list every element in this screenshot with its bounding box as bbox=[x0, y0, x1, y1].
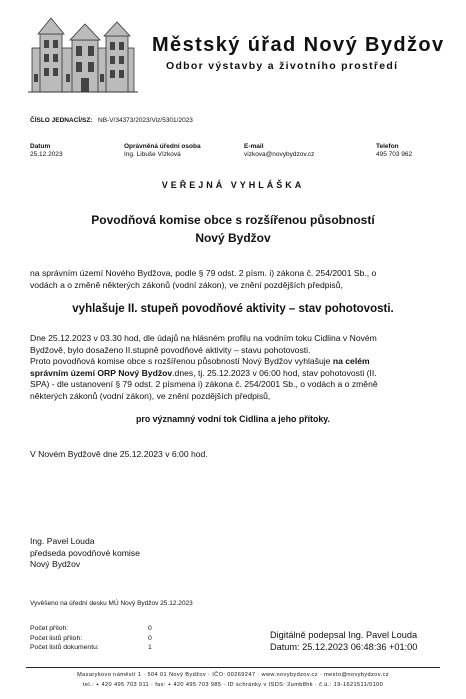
digital-signature bbox=[270, 630, 417, 653]
declaration: vyhlašuje II. stupeň povodňové aktivity – stav pohotovosti. bbox=[72, 303, 394, 315]
signatory-town: Nový Bydžov bbox=[30, 559, 81, 570]
signatory-name: Ing. Pavel Louda bbox=[30, 536, 95, 546]
digital-signature-line-1: Digitálně podepsal Ing. Pavel Louda bbox=[270, 630, 418, 640]
office-subtitle: Odbor výstavby a životního prostředí bbox=[166, 60, 399, 72]
document-heading: VEŘEJNÁ VYHLÁŠKA bbox=[161, 180, 305, 190]
person-label: Oprávněná úřední osoba bbox=[124, 143, 201, 150]
intro-line-1: na správním území Nového Bydžova, podle § 79 odst. 2 písm. i) zákona č. 254/2001 Sb., o bbox=[30, 268, 377, 278]
signature-block bbox=[30, 536, 140, 571]
p2-line-3: SPA) - dle ustanovení § 79 odst. 2 písmena i) zákona č. 254/2001 Sb., o vodách a o změně bbox=[30, 379, 378, 390]
p2-line-1-bold: na celém bbox=[332, 356, 370, 367]
email-value: vizkova@novybydzov.cz bbox=[244, 151, 315, 158]
email-label: E-mail bbox=[244, 143, 264, 150]
p2-line-2-text: .dnes, tj. 25.12.2023 v 06:00 hod, stav pohotovosti (II. bbox=[172, 367, 377, 378]
footer-divider bbox=[26, 667, 440, 668]
committee-title bbox=[0, 211, 466, 247]
attachment-sheets-value: 0 bbox=[148, 634, 152, 642]
digital-signature-line-2: Datum: 25.12.2023 06:48:36 +01:00 bbox=[270, 641, 418, 652]
p1-line-2: Bydžově, bylo dosaženo II.stupně povodňové aktivity – stavu pohotovosti. bbox=[30, 344, 311, 355]
office-title: Městský úřad Nový Bydžov bbox=[152, 34, 445, 56]
phone-value: 495 703 962 bbox=[376, 151, 413, 158]
rivers-statement: pro významný vodní tok Cidlina a jeho přítoky. bbox=[136, 414, 330, 424]
attachments-value: 0 bbox=[148, 625, 152, 632]
tally-values bbox=[148, 624, 152, 653]
tally-labels bbox=[30, 624, 99, 653]
p2-line-1 bbox=[30, 356, 448, 368]
footer-address: Masarykovo náměstí 1 · 504 01 Nový Bydžov · IČO: 00269247 · www.novybydzov.cz · mesto@novybydzov.cz bbox=[77, 672, 389, 678]
posted-note: Vyvěšeno na úřední desku MÚ Nový Bydžov 25.12.2023 bbox=[30, 600, 193, 607]
footer-contacts: tel.: + 420 495 703 911 · fax: + 420 495 703 985 · ID schránky v ISDS: 2umb8hk · č.ú.: 19-1621511/0100 bbox=[82, 682, 384, 688]
signatory-role: předseda povodňové komise bbox=[30, 547, 140, 558]
place-date: V Novém Bydžově dne 25.12.2023 v 6:00 hod. bbox=[30, 449, 208, 459]
p2-line-4: některých zákonů (vodní zákon), ve znění pozdějších předpisů, bbox=[30, 390, 271, 401]
date-label: Datum bbox=[30, 143, 51, 150]
p1-line-1: Dne 25.12.2023 v 03.30 hod, dle údajů na hlásném profilu na vodním toku Cidlina v Novém bbox=[30, 333, 377, 343]
p2-line-1-text: Proto povodňová komise obce s rozšířenou působností Nový Bydžov vyhlašuje bbox=[30, 356, 333, 367]
reference-value: NB-V/34373/2023/Viz/5301/2023 bbox=[98, 117, 193, 124]
reference-label: ČÍSLO JEDNACÍ/SZ: bbox=[30, 117, 93, 124]
p2-line-2 bbox=[30, 368, 448, 380]
main-paragraph bbox=[30, 333, 448, 403]
attachments-label: Počet příloh: bbox=[30, 625, 69, 632]
intro-paragraph bbox=[30, 268, 448, 291]
document-sheets-label: Počet listů dokumentu: bbox=[30, 644, 99, 651]
committee-line-1: Povodňová komise obce s rozšířenou působností bbox=[91, 213, 375, 227]
p2-line-2-bold: správním území ORP Nový Bydžov bbox=[30, 367, 173, 378]
phone-label: Telefon bbox=[376, 143, 399, 150]
town-hall-logo bbox=[28, 14, 138, 94]
date-value: 25.12.2023 bbox=[30, 151, 63, 158]
committee-line-2: Nový Bydžov bbox=[195, 231, 271, 245]
person-value: Ing. Libuše Vízková bbox=[124, 151, 181, 158]
document-sheets-value: 1 bbox=[148, 644, 152, 651]
intro-line-2: vodách a o změně některých zákonů (vodní zákon), ve znění pozdějších předpisů, bbox=[30, 279, 343, 290]
attachment-sheets-label: Počet listů příloh: bbox=[30, 634, 83, 642]
